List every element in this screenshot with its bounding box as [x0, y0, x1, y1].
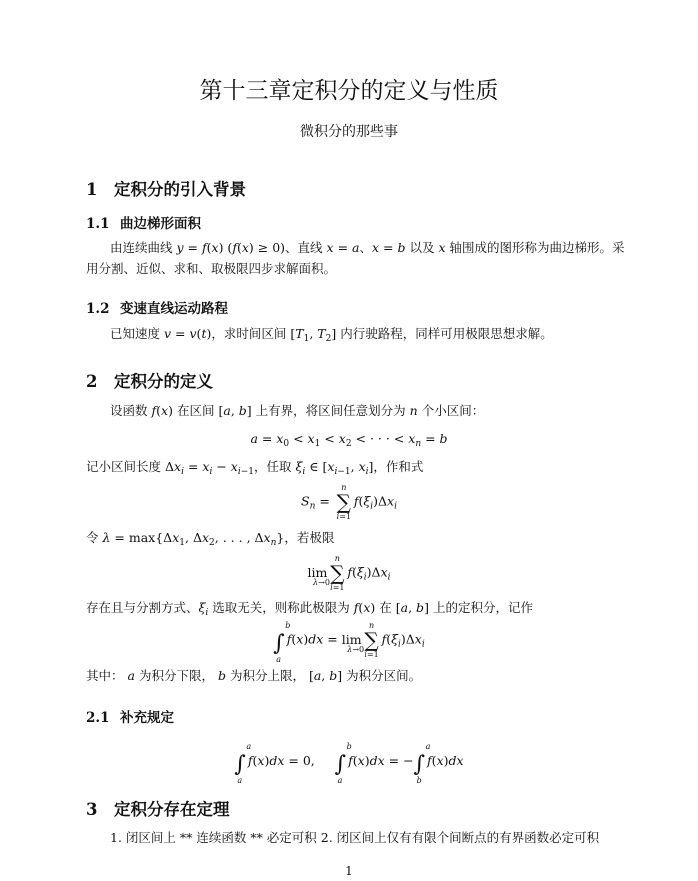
paragraph: 记小区间长度 $\Delta x_i = x_i - x_{i-1}$，任取 $\xi_i$ ∈ [$x_{i-1}$, $x_i$]，作和式 [86, 459, 424, 477]
math-inline: f(x) [151, 403, 173, 418]
math-inline: x [438, 240, 446, 255]
math-inline: [$T_1$, $T_2$] [290, 326, 337, 344]
paragraph: 令 $\lambda = \max\{\Delta x_1$, $\Delta x_2$, . . . , $\Delta x_n$}，若极限 [86, 530, 335, 548]
subsection-title: 补充规定 [120, 710, 174, 726]
paragraph-continuation: 用分割、近似、求和、取极限四步求解面积。 [86, 261, 337, 276]
math-inline: x = b [372, 240, 406, 255]
math-inline: $\xi_i$ ∈ [$x_{i-1}$, $x_i$] [295, 459, 374, 477]
math-inline: a [127, 668, 135, 683]
subsection-title: 变速直线运动路程 [120, 301, 228, 317]
subsection-number: 1.2 [86, 301, 110, 317]
math-inline: $\Delta x_i = x_i - x_{i-1}$ [165, 459, 255, 477]
section-title: 定积分的定义 [114, 372, 213, 391]
paragraph: 存在且与分割方式、$\xi_i$ 选取无关，则称此极限为 f(x) 在 [a, b] 上的定积分，记作 [86, 600, 533, 618]
section-heading [86, 368, 213, 392]
math-inline: [a, b] [308, 668, 343, 683]
math-inline: f(x) [353, 600, 376, 615]
subsection-title: 曲边梯形面积 [120, 216, 201, 232]
display-equation: lim λ→0 n ∑ i=1 $f(\xi_i)\Delta x_i$ [307, 554, 391, 592]
display-equation: $a = x_0 < x_1 < x_2$ < · · · < $x_n = b$ [250, 431, 448, 449]
math-inline: b [217, 668, 226, 683]
display-equation: $S_n$ = n ∑ i=1 $f(\xi_i)\Delta x_i$ [301, 483, 397, 521]
section-number: 2 [86, 372, 98, 391]
subsection-number: 1.1 [86, 216, 110, 232]
math-inline: x = a [326, 240, 360, 255]
page-subtitle: 微积分的那些事 [300, 124, 398, 140]
section-heading [86, 796, 230, 820]
math-inline: n [409, 403, 418, 418]
subsection-number: 2.1 [86, 710, 110, 726]
section-number: 3 [86, 800, 98, 819]
page-title: 第十三章定积分的定义与性质 [199, 78, 499, 104]
paragraph: 1. 闭区间上 ** 连续函数 ** 必定可积 2. 闭区间上仅有有限个间断点的有界函数必定可积 [110, 830, 600, 845]
paragraph: 其中： a 为积分下限， b 为积分上限， [a, b] 为积分区间。 [86, 668, 422, 683]
math-inline: v = v(t) [164, 326, 212, 341]
subsection-heading [86, 706, 174, 726]
math-inline: $\xi_i$ [198, 600, 209, 618]
math-inline: y = f(x) (f(x) ≥ 0) [176, 240, 286, 255]
section-heading [86, 176, 246, 200]
subsection-heading [86, 212, 201, 232]
paragraph: 由连续曲线 y = f(x) (f(x) ≥ 0)、直线 x = a、x = b 以及 x 轴围成的图形称为曲边梯形。采 [110, 240, 625, 255]
paragraph: 已知速度 v = v(t)，求时间区间 [$T_1$, $T_2$] 内行驶路程，同样可用极限思想求解。 [110, 326, 553, 344]
subsection-heading [86, 297, 228, 317]
display-equation: ∫ b a f(x)dx = lim λ→0 n ∑ i=1 $f(\xi_i)\Delta x_i$ [273, 620, 425, 664]
section-number: 1 [86, 180, 98, 199]
display-equation: ∫ a a f(x)dx = 0, ∫ b a f(x)dx = −∫ a b f(x)dx [234, 742, 464, 785]
math-inline: [a, b] [395, 600, 429, 615]
page-number: 1 [345, 864, 353, 878]
math-inline: $\lambda = \max\{\Delta x_1$, $\Delta x_2$, . . . , $\Delta x_n$} [102, 530, 285, 548]
section-title: 定积分存在定理 [114, 800, 230, 819]
math-inline: [a, b] [218, 403, 252, 418]
paragraph: 设函数 f(x) 在区间 [a, b] 上有界，将区间任意划分为 n 个小区间： [110, 403, 485, 418]
section-title: 定积分的引入背景 [114, 180, 246, 199]
